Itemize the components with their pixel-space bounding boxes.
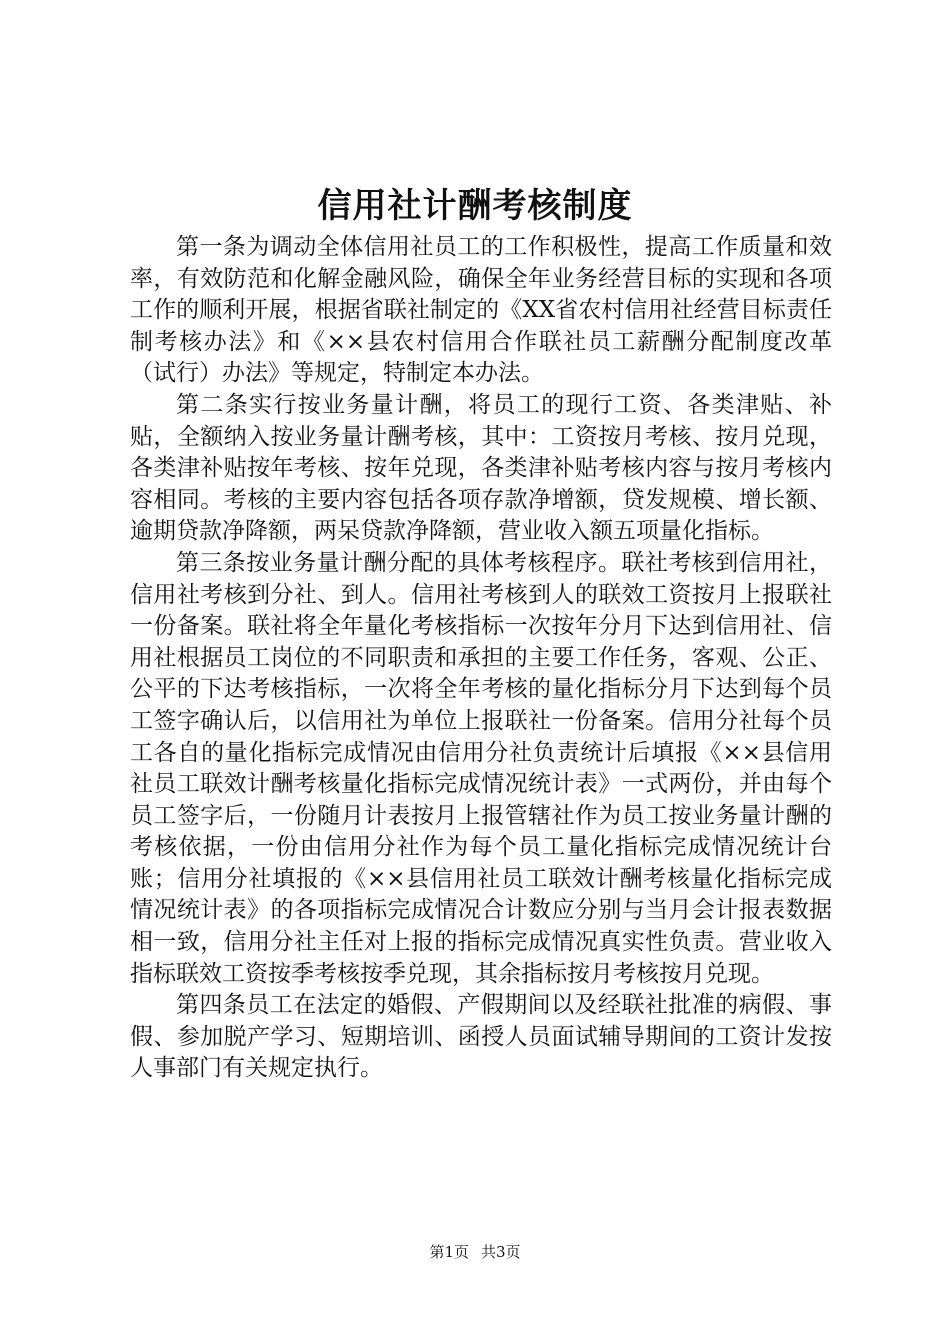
page-number-total: 共3页 [481,1243,521,1261]
paragraph-article-1: 第一条为调动全体信用社员工的工作积极性，提高工作质量和效率，有效防范和化解金融风险，确保全年业务经营目标的实现和各项工作的顺利开展，根据省联社制定的《XX省农村信用社经营目标责任制考核办法》和《××县农村信用合作联社员工薪酬分配制度改革（试行）办法》等规定，特制定本办法。 [130,234,832,387]
document-title: 信用社计酬考核制度 [317,186,633,226]
paragraph-article-4: 第四条员工在法定的婚假、产假期间以及经联社批准的病假、事假、参加脱产学习、短期培训、函授人员面试辅导期间的工资计发按人事部门有关规定执行。 [130,992,832,1082]
document-body [130,232,832,1085]
page-footer [0,1241,950,1263]
paragraph-article-2: 第二条实行按业务量计酬，将员工的现行工资、各类津贴、补贴，全额纳入按业务量计酬考核，其中：工资按月考核、按月兑现，各类津补贴按年考核、按年兑现，各类津补贴考核内容与按月考核内容相同。考核的主要内容包括各项存款净增额，贷发规模、增长额、逾期贷款净降额，两呆贷款净降额，营业收入额五项量化指标。 [130,391,832,545]
paragraph-article-3: 第三条按业务量计酬分配的具体考核程序。联社考核到信用社，信用社考核到分社、到人。信用社考核到人的联效工资按月上报联社一份备案。联社将全年量化考核指标一次按年分月下达到信用社、信用社根据员工岗位的不同职责和承担的主要工作任务，客观、公正、公平的下达考核指标，一次将全年考核的量化指标分月下达到每个员工签字确认后，以信用社为单位上报联社一份备案。信用分社每个员工各自的量化指标完成情况由信用分社负责统计后填报《××县信用社员工联效计酬考核量化指标完成情况统计表》一式两份，并由每个员工签字后，一份随月计表按月上报管辖社作为员工按业务量计酬的考核依据，一份由信用分社作为每个员工量化指标完成情况统计台账；信用分社填报的《××县信用社员工联效计酬考核量化指标完成情况统计表》的各项指标完成情况合计数应分别与当月会计报表数据相一致，信用分社主任对上报的指标完成情况真实性负责。营业收入指标联效工资按季考核按季兑现，其余指标按月考核按月兑现。 [130,549,832,987]
page-number-current: 第1页 [429,1243,469,1261]
